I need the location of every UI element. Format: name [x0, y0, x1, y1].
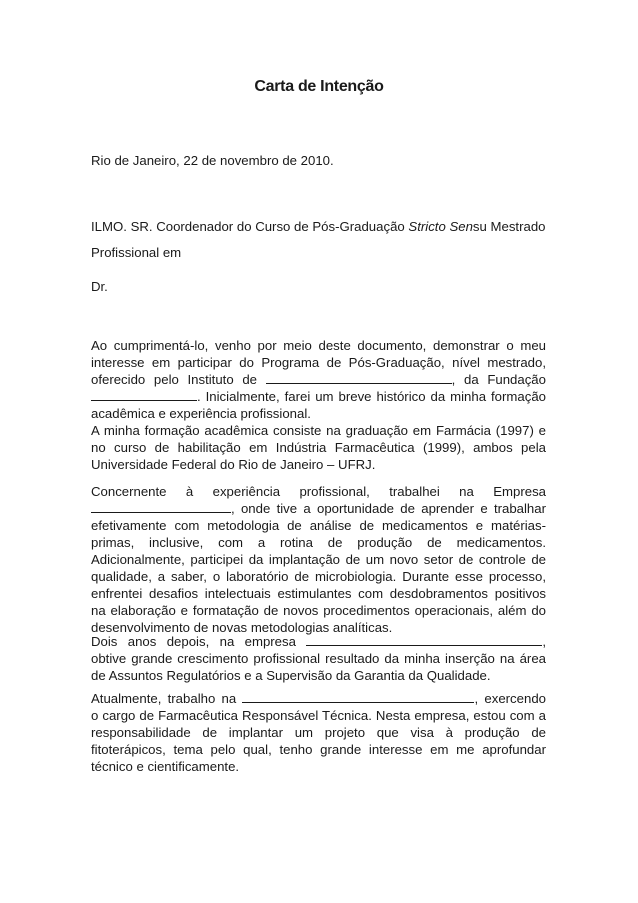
paragraph-atualmente [91, 690, 546, 775]
experiencia-text-a: Concernente à experiência profissional, trabalhei na Empresa [91, 484, 546, 499]
paragraph-experiencia [91, 483, 546, 636]
blank-instituto [266, 371, 452, 384]
atualmente-text-a: Atualmente, trabalho na [91, 691, 243, 706]
date-line: Rio de Janeiro, 22 de novembro de 2010. [91, 153, 334, 168]
atualmente-text-b: , exercendo o cargo de Farmacêutica Responsável Técnica. Nesta empresa, estou com a responsabilidade de implantar um projeto que visa à produção de fitoterápicos, tema pelo qual, tenho grande interesse em me aprofundar técnico e cientificamente. [91, 691, 546, 774]
intro-text-c: . Inicialmente, farei um breve histórico da minha formação acadêmica e experiência profissional. [91, 389, 546, 421]
blank-empresa-1 [91, 500, 231, 513]
addressee-dr: Dr. [91, 279, 108, 294]
addressee-line [91, 218, 546, 235]
blank-empresa-2 [306, 633, 542, 646]
paragraph-formacao: A minha formação acadêmica consiste na graduação em Farmácia (1997) e no curso de habilitação em Indústria Farmacêutica (1999), ambos pela Universidade Federal do Rio de Janeiro – UFRJ. [91, 423, 546, 472]
addressee-line-2: Profissional em [91, 245, 182, 260]
blank-fundacao [91, 388, 197, 401]
paragraph-dois-anos [91, 633, 546, 684]
paragraph-intro [91, 337, 546, 422]
addressee-text-1: ILMO. SR. Coordenador do Curso de Pós-Graduação [91, 219, 409, 234]
addressee-italic: Stricto Sen [408, 219, 473, 234]
dois-anos-text-a: Dois anos depois, na empresa [91, 634, 307, 649]
experiencia-text-b: , onde tive a oportunidade de aprender e trabalhar efetivamente com metodologia de análise de medicamentos e matérias-primas, inclusive, com a rotina de produção de medicamentos. Adicionalmente, participei da implantação de um novo setor de controle de qualidade, a saber, o laboratório de microbiologia. Durante esse processo, enfrentei desafios intelectuais estimulantes com desdobramentos positivos na elaboração e formatação de novos procedimentos operacionais, além do desenvolvimento de novas metodologias analíticas. [91, 501, 546, 635]
letter-title: Carta de Intenção [254, 78, 384, 95]
blank-empresa-3 [242, 690, 474, 703]
dois-anos-text-b: , obtive grande crescimento profissional resultado da minha inserção na área de Assuntos Regulatórios e a Supervisão da Garantia da Qualidade. [91, 634, 546, 683]
intro-text-b: , da Fundação [451, 372, 546, 387]
intro-text-a: Ao cumprimentá-lo, venho por meio deste documento, demonstrar o meu interesse em participar do Programa de Pós-Graduação, nível mestrado, oferecido pelo Instituto de [91, 338, 546, 387]
addressee-text-2: su Mestrado [472, 219, 546, 234]
